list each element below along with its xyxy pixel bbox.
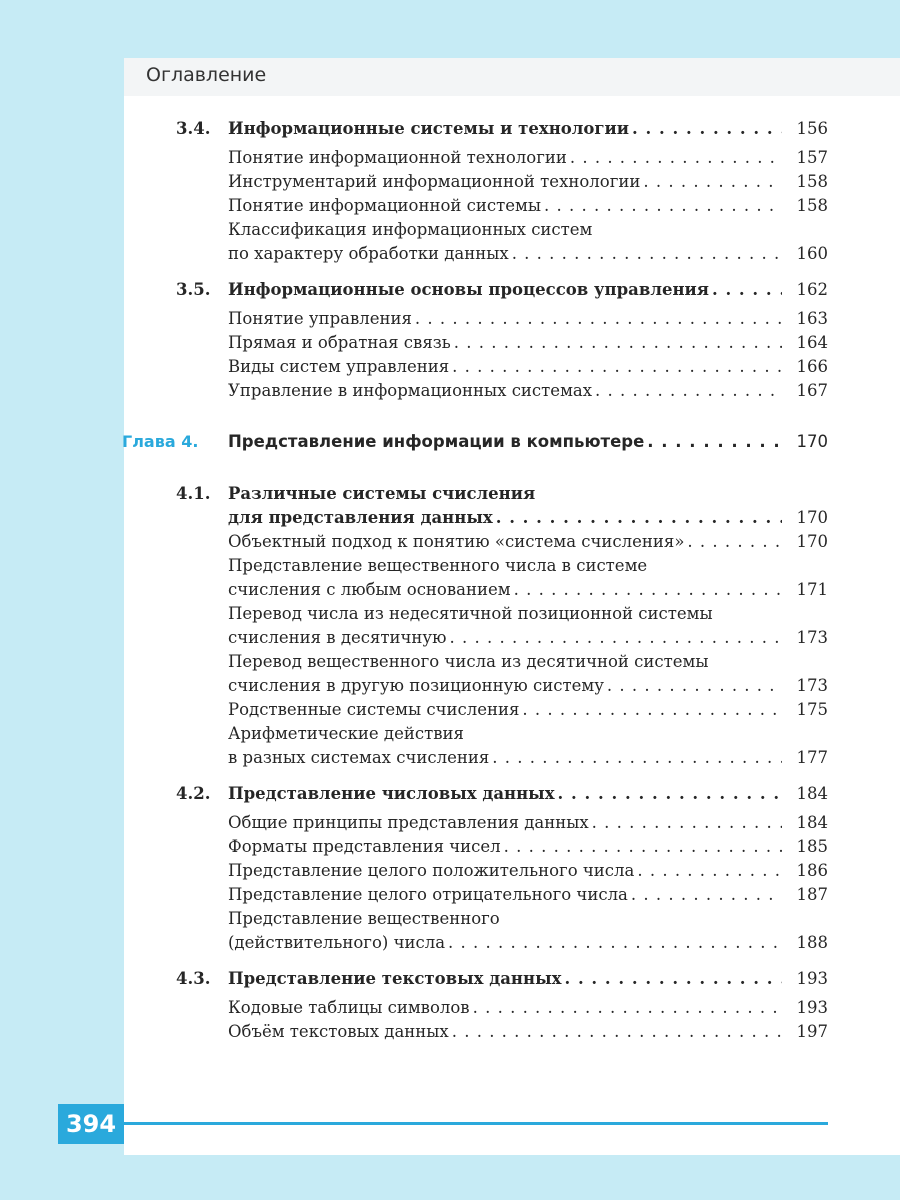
toc-subsection-entry	[0, 170, 900, 194]
toc-leader-dots	[644, 430, 782, 454]
toc-entry-title: Представление текстовых данных	[228, 969, 562, 988]
toc-entry-title: Понятие информационной технологии	[228, 148, 567, 167]
toc-entry-title: Форматы представления чисел	[228, 837, 501, 856]
toc-subsection-entry	[0, 602, 900, 626]
toc-subsection-entry	[0, 746, 900, 770]
toc-leader-dots	[567, 146, 782, 170]
toc-section-number: 3.4.	[176, 119, 211, 138]
toc-leader-dots	[412, 307, 782, 331]
toc-page-number: 157	[796, 148, 828, 167]
toc-leader-dots	[447, 626, 783, 650]
toc-entry-title: Арифметические действия	[228, 724, 464, 743]
toc-page-number: 184	[796, 813, 828, 832]
toc-entry-title: Представление вещественного числа в системе	[228, 556, 648, 575]
page-frame-top	[0, 0, 900, 58]
toc-section-entry	[0, 782, 900, 806]
toc-subsection-entry	[0, 811, 900, 835]
toc-page-number: 158	[796, 172, 828, 191]
toc-entry-title: Представление целого положительного числа	[228, 861, 635, 880]
toc-entry-title: по характеру обработки данных	[228, 244, 509, 263]
toc-page-number: 177	[796, 748, 828, 767]
toc-subsection-entry	[0, 835, 900, 859]
page-frame-bottom	[0, 1155, 900, 1200]
toc-entry-title: Инструментарий информационной технологии	[228, 172, 641, 191]
toc-entry-title: Понятие управления	[228, 309, 412, 328]
toc-leader-dots	[684, 530, 782, 554]
toc-chapter-number: Глава 4.	[122, 432, 199, 451]
toc-leader-dots	[501, 835, 782, 859]
toc-page-number: 185	[796, 837, 828, 856]
toc-subsection-entry	[0, 907, 900, 931]
toc-entry-title: Представление вещественного	[228, 909, 500, 928]
toc-entry-title: Представление информации в компьютере	[228, 432, 645, 451]
toc-subsection-entry	[0, 355, 900, 379]
toc-page-number: 197	[796, 1022, 828, 1041]
toc-page-number: 164	[796, 333, 828, 352]
toc-page-number: 188	[796, 933, 828, 952]
toc-entry-title: Перевод вещественного числа из десятичной системы	[228, 652, 709, 671]
toc-entry-title: Представление целого отрицательного числа	[228, 885, 628, 904]
toc-entry-title: Общие принципы представления данных	[228, 813, 589, 832]
toc-section-entry	[0, 967, 900, 991]
toc-leader-dots	[449, 355, 782, 379]
toc-page-number: 158	[796, 196, 828, 215]
toc-section-entry	[0, 482, 900, 506]
toc-leader-dots	[445, 931, 782, 955]
running-header-title: Оглавление	[146, 64, 267, 86]
toc-subsection-entry	[0, 931, 900, 955]
toc-page-number: 171	[796, 580, 828, 599]
toc-page-number: 173	[796, 676, 828, 695]
toc-section-entry	[0, 278, 900, 302]
toc-leader-dots	[592, 379, 782, 403]
toc-page-number: 163	[796, 309, 828, 328]
toc-subsection-entry	[0, 859, 900, 883]
toc-entry-title: Перевод числа из недесятичной позиционной системы	[228, 604, 713, 623]
toc-leader-dots	[709, 278, 782, 302]
toc-entry-title: в разных системах счисления	[228, 748, 490, 767]
toc-entry-title: Прямая и обратная связь	[228, 333, 451, 352]
toc-subsection-entry	[0, 722, 900, 746]
toc-leader-dots	[629, 117, 782, 141]
toc-leader-dots	[555, 782, 782, 806]
toc-section-number: 4.3.	[176, 969, 211, 988]
toc-page-number: 170	[796, 432, 828, 451]
toc-entry-title: Управление в информационных системах	[228, 381, 593, 400]
toc-page-number: 187	[796, 885, 828, 904]
toc-entry-title: Объектный подход к понятию «система счисления»	[228, 532, 685, 551]
footer-rule	[124, 1122, 828, 1125]
toc-page-number: 160	[796, 244, 828, 263]
toc-leader-dots	[640, 170, 782, 194]
toc-subsection-entry	[0, 379, 900, 403]
toc-entry-title: Информационные основы процессов управления	[228, 280, 709, 299]
toc-subsection-entry	[0, 530, 900, 554]
toc-subsection-entry	[0, 698, 900, 722]
toc-entry-title: счисления в другую позиционную систему	[228, 676, 604, 695]
toc-page-number: 162	[796, 280, 828, 299]
toc-leader-dots	[541, 194, 782, 218]
toc-entry-title: Виды систем управления	[228, 357, 450, 376]
toc-leader-dots	[519, 698, 782, 722]
toc-leader-dots	[489, 746, 782, 770]
toc-page-number: 166	[796, 357, 828, 376]
toc-subsection-entry	[0, 307, 900, 331]
page-number: 394	[58, 1104, 124, 1144]
toc-subsection-entry	[0, 883, 900, 907]
toc-section-entry	[0, 117, 900, 141]
toc-entry-title: счисления в десятичную	[228, 628, 447, 647]
toc-entry-title: Информационные системы и технологии	[228, 119, 630, 138]
toc-leader-dots	[634, 859, 782, 883]
toc-entry-title: Родственные системы счисления	[228, 700, 520, 719]
toc-section-number: 3.5.	[176, 280, 211, 299]
toc-subsection-entry	[0, 626, 900, 650]
toc-page-number: 193	[796, 969, 828, 988]
toc-page-number: 170	[796, 508, 828, 527]
toc-entry-title: (действительного) числа	[228, 933, 446, 952]
toc-page-number: 156	[796, 119, 828, 138]
toc-subsection-entry	[0, 650, 900, 674]
toc-entry-title: счисления с любым основанием	[228, 580, 511, 599]
toc-entry-title: Различные системы счисления	[228, 484, 536, 503]
toc-page-number: 167	[796, 381, 828, 400]
toc-section-number: 4.2.	[176, 784, 211, 803]
toc-leader-dots	[451, 331, 782, 355]
toc-page-number: 193	[796, 998, 828, 1017]
toc-leader-dots	[470, 996, 782, 1020]
toc-entry-title: Классификация информационных систем	[228, 220, 593, 239]
toc-entry-title: Кодовые таблицы символов	[228, 998, 470, 1017]
toc-entry-title: Представление числовых данных	[228, 784, 555, 803]
toc-page-number: 184	[796, 784, 828, 803]
toc-page-number: 186	[796, 861, 828, 880]
toc-entry-title: для представления данных	[228, 508, 493, 527]
toc-section-number: 4.1.	[176, 484, 211, 503]
toc-page-number: 170	[796, 532, 828, 551]
toc-subsection-entry	[0, 1020, 900, 1044]
toc-leader-dots	[449, 1020, 782, 1044]
toc-subsection-entry	[0, 331, 900, 355]
toc-leader-dots	[589, 811, 782, 835]
toc-leader-dots	[604, 674, 782, 698]
toc-section-entry	[0, 506, 900, 530]
toc-leader-dots	[628, 883, 782, 907]
toc-entry-title: Понятие информационной системы	[228, 196, 541, 215]
toc-chapter-entry	[0, 430, 900, 454]
toc-leader-dots	[561, 967, 782, 991]
toc-leader-dots	[493, 506, 782, 530]
toc-subsection-entry	[0, 674, 900, 698]
toc-subsection-entry	[0, 242, 900, 266]
toc-subsection-entry	[0, 996, 900, 1020]
toc-entry-title: Объём текстовых данных	[228, 1022, 449, 1041]
toc-subsection-entry	[0, 554, 900, 578]
toc-subsection-entry	[0, 578, 900, 602]
toc-leader-dots	[511, 578, 782, 602]
toc-subsection-entry	[0, 194, 900, 218]
toc-page-number: 173	[796, 628, 828, 647]
toc-page-number: 175	[796, 700, 828, 719]
toc-subsection-entry	[0, 218, 900, 242]
toc-leader-dots	[509, 242, 782, 266]
toc-subsection-entry	[0, 146, 900, 170]
